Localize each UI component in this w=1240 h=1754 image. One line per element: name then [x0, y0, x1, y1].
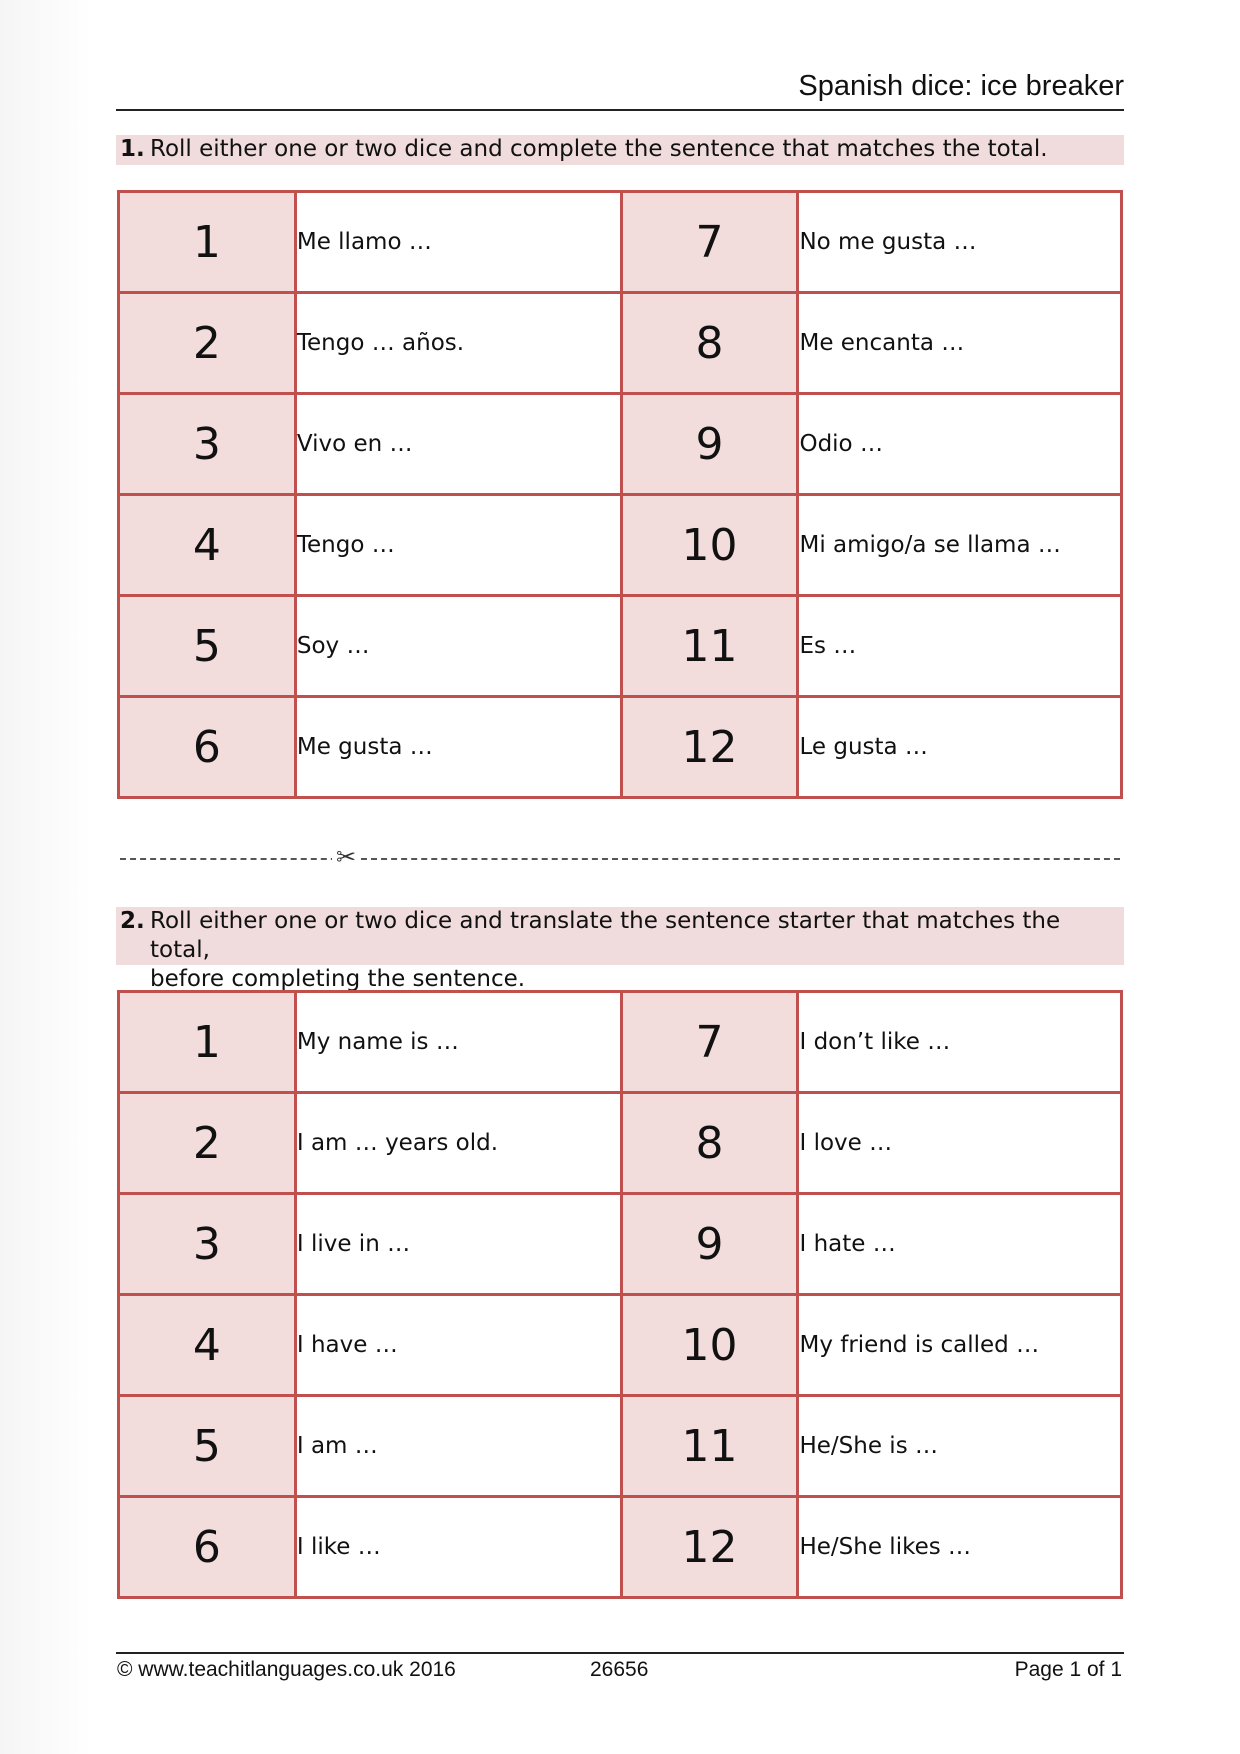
- dice-number: 5: [119, 596, 296, 697]
- sentence-cell: I love …: [798, 1093, 1122, 1194]
- dice-number: 10: [621, 495, 798, 596]
- section2-instruction: [116, 907, 1124, 992]
- table-row: [119, 697, 1122, 798]
- section1-number: 1.: [120, 136, 145, 162]
- english-dice-table-body: [119, 992, 1122, 1598]
- sentence-cell: My friend is called …: [798, 1295, 1122, 1396]
- table-row: [119, 1194, 1122, 1295]
- section1-instruction-text: Roll either one or two dice and complete the sentence that matches the total.: [150, 136, 1048, 162]
- scissors-icon: ✂: [332, 842, 360, 872]
- section2-instruction-line2: before completing the sentence.: [150, 966, 526, 992]
- dice-number: 12: [621, 1497, 798, 1598]
- sentence-cell: He/She likes …: [798, 1497, 1122, 1598]
- table-row: [119, 495, 1122, 596]
- dice-number: 8: [621, 293, 798, 394]
- sentence-cell: Odio …: [798, 394, 1122, 495]
- english-dice-table: [117, 990, 1123, 1599]
- sentence-cell: I am … years old.: [295, 1093, 621, 1194]
- table-row: [119, 992, 1122, 1093]
- sentence-cell: Me encanta …: [798, 293, 1122, 394]
- dice-number: 2: [119, 293, 296, 394]
- dice-number: 6: [119, 697, 296, 798]
- sentence-cell: Mi amigo/a se llama …: [798, 495, 1122, 596]
- spanish-dice-table-body: [119, 192, 1122, 798]
- dice-number: 7: [621, 992, 798, 1093]
- sentence-cell: I have …: [295, 1295, 621, 1396]
- dice-number: 9: [621, 394, 798, 495]
- sentence-cell: Me gusta …: [295, 697, 621, 798]
- section2-instruction-line1: Roll either one or two dice and translate the sentence starter that matches the total,: [150, 908, 1061, 963]
- sentence-cell: I don’t like …: [798, 992, 1122, 1093]
- dice-number: 5: [119, 1396, 296, 1497]
- dice-number: 11: [621, 1396, 798, 1497]
- dice-number: 1: [119, 992, 296, 1093]
- table-row: [119, 192, 1122, 293]
- footer-rule: [116, 1652, 1124, 1654]
- page-title: Spanish dice: ice breaker: [798, 70, 1124, 102]
- spanish-dice-table: [117, 190, 1123, 799]
- sentence-cell: I hate …: [798, 1194, 1122, 1295]
- table-row: [119, 293, 1122, 394]
- table-row: [119, 394, 1122, 495]
- dice-number: 4: [119, 1295, 296, 1396]
- dice-number: 12: [621, 697, 798, 798]
- sentence-cell: My name is …: [295, 992, 621, 1093]
- dice-number: 3: [119, 1194, 296, 1295]
- cut-line: [120, 858, 1120, 860]
- sentence-cell: Es …: [798, 596, 1122, 697]
- dice-number: 9: [621, 1194, 798, 1295]
- dice-number: 6: [119, 1497, 296, 1598]
- sentence-cell: He/She is …: [798, 1396, 1122, 1497]
- footer-page-number: Page 1 of 1: [1014, 1658, 1122, 1681]
- table-row: [119, 1497, 1122, 1598]
- sentence-cell: Tengo … años.: [295, 293, 621, 394]
- sentence-cell: I live in …: [295, 1194, 621, 1295]
- dice-number: 11: [621, 596, 798, 697]
- section1-instruction: [116, 135, 1124, 165]
- dice-number: 3: [119, 394, 296, 495]
- footer-resource-code: 26656: [590, 1658, 649, 1681]
- dice-number: 4: [119, 495, 296, 596]
- table-row: [119, 596, 1122, 697]
- dice-number: 1: [119, 192, 296, 293]
- dice-number: 8: [621, 1093, 798, 1194]
- sentence-cell: Tengo …: [295, 495, 621, 596]
- sentence-cell: Le gusta …: [798, 697, 1122, 798]
- table-row: [119, 1295, 1122, 1396]
- header-rule: [116, 109, 1124, 111]
- sentence-cell: I am …: [295, 1396, 621, 1497]
- section2-number: 2.: [120, 908, 145, 934]
- sentence-cell: No me gusta …: [798, 192, 1122, 293]
- table-row: [119, 1093, 1122, 1194]
- dice-number: 10: [621, 1295, 798, 1396]
- dice-number: 2: [119, 1093, 296, 1194]
- page-edge-shadow: [0, 0, 92, 1754]
- sentence-cell: Soy …: [295, 596, 621, 697]
- footer-copyright: © www.teachitlanguages.co.uk 2016: [117, 1658, 456, 1681]
- sentence-cell: Me llamo …: [295, 192, 621, 293]
- sentence-cell: I like …: [295, 1497, 621, 1598]
- dice-number: 7: [621, 192, 798, 293]
- sentence-cell: Vivo en …: [295, 394, 621, 495]
- table-row: [119, 1396, 1122, 1497]
